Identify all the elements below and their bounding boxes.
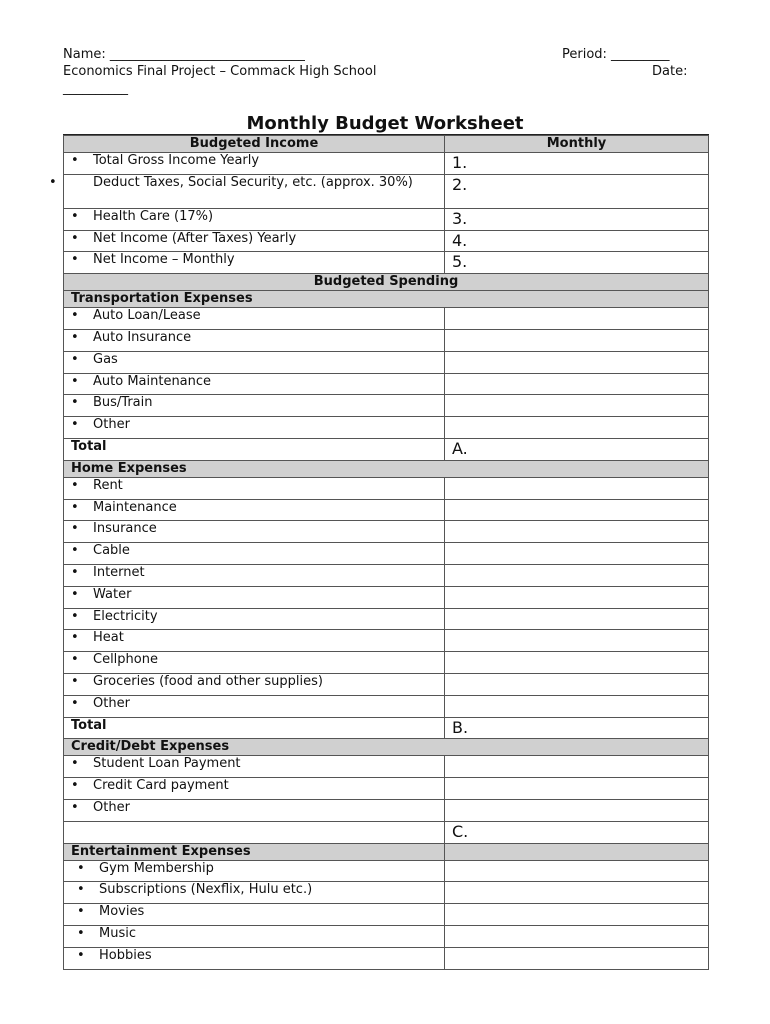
income-row: [64, 153, 709, 175]
bullet-icon: •: [71, 756, 79, 772]
income-value-cell[interactable]: 4.: [445, 230, 709, 252]
item-label-cell: [64, 756, 445, 778]
income-label: Deduct Taxes, Social Security, etc. (approx. 30%): [93, 174, 413, 190]
item-label-cell: [64, 329, 445, 351]
item-label: Auto Insurance: [93, 329, 192, 345]
income-label-cell: [49, 174, 445, 208]
income-value-cell[interactable]: 2.: [445, 174, 709, 208]
credit-total-cell[interactable]: C.: [445, 821, 709, 843]
income-value-cell[interactable]: 5.: [445, 252, 709, 274]
item-label: Bus/Train: [93, 395, 153, 411]
total-label: Total: [64, 717, 445, 739]
amount-cell[interactable]: [445, 799, 709, 821]
item-label: Gas: [93, 351, 118, 367]
income-value-cell[interactable]: 1.: [445, 153, 709, 175]
item-label: Credit Card payment: [93, 778, 229, 794]
item-label-cell: [64, 652, 445, 674]
income-header: Budgeted Income: [64, 136, 445, 153]
credit-item: [64, 778, 709, 800]
income-value-cell[interactable]: 3.: [445, 208, 709, 230]
entertainment-item: [64, 904, 709, 926]
bullet-icon: •: [71, 395, 79, 411]
bullet-icon: •: [71, 564, 79, 580]
item-label: Other: [93, 417, 130, 433]
item-label-cell: [64, 395, 445, 417]
amount-cell[interactable]: [445, 373, 709, 395]
monthly-header: Monthly: [445, 136, 709, 153]
period-field-label: Period: _________: [562, 47, 670, 62]
home-item: [64, 673, 709, 695]
item-label-cell: [64, 799, 445, 821]
home-item: [64, 543, 709, 565]
entertainment-item: [64, 860, 709, 882]
bullet-icon: •: [49, 174, 57, 190]
income-label-cell: [64, 208, 445, 230]
bullet-icon: •: [71, 252, 79, 268]
item-label-cell: [64, 778, 445, 800]
item-label: Subscriptions (Nexflix, Hulu etc.): [99, 882, 313, 898]
transport-item: [64, 329, 709, 351]
budget-table: [49, 135, 709, 970]
income-label-wrap: [49, 174, 444, 191]
spending-header: Budgeted Spending: [64, 274, 709, 291]
item-label-cell: [64, 925, 445, 947]
bullet-icon: •: [71, 417, 79, 433]
credit-header-row: [64, 739, 709, 756]
transport-total-cell[interactable]: A.: [445, 438, 709, 460]
item-label: Hobbies: [99, 947, 152, 963]
date-blank: __________: [63, 81, 128, 96]
amount-cell[interactable]: [445, 395, 709, 417]
entertainment-header: Entertainment Expenses: [64, 843, 445, 860]
page-title: Monthly Budget Worksheet: [246, 113, 524, 134]
item-label-cell: [64, 564, 445, 586]
bullet-icon: •: [71, 477, 79, 493]
entertainment-item: [64, 947, 709, 969]
transport-total-row: [64, 438, 709, 460]
home-item: [64, 652, 709, 674]
home-item: [64, 499, 709, 521]
transport-header: Transportation Expenses: [64, 291, 709, 308]
amount-cell[interactable]: [445, 499, 709, 521]
item-label: Rent: [93, 477, 123, 493]
bullet-icon: •: [71, 373, 79, 389]
entertainment-item: [64, 882, 709, 904]
item-label-cell: [64, 308, 445, 330]
item-label-cell: [64, 947, 445, 969]
credit-item: [64, 756, 709, 778]
income-label: Health Care (17%): [93, 208, 214, 224]
home-total-cell[interactable]: B.: [445, 717, 709, 739]
home-item: [64, 521, 709, 543]
home-header: Home Expenses: [64, 460, 709, 477]
entertainment-header-blank: [445, 843, 709, 860]
bullet-icon: •: [71, 230, 79, 246]
amount-cell[interactable]: [445, 947, 709, 969]
amount-cell[interactable]: [445, 543, 709, 565]
item-label-cell: [64, 586, 445, 608]
credit-header: Credit/Debt Expenses: [64, 739, 709, 756]
bullet-icon: •: [77, 860, 85, 876]
bullet-icon: •: [71, 308, 79, 324]
income-label-cell: [64, 153, 445, 175]
amount-cell[interactable]: [445, 586, 709, 608]
transport-item: [64, 308, 709, 330]
item-label: Other: [93, 695, 130, 711]
item-label: Movies: [99, 904, 145, 920]
item-label-cell: [64, 695, 445, 717]
item-label: Water: [93, 586, 132, 602]
bullet-icon: •: [71, 499, 79, 515]
item-label: Music: [99, 925, 136, 941]
credit-item: [64, 799, 709, 821]
amount-cell[interactable]: [445, 882, 709, 904]
item-label-cell: [64, 882, 445, 904]
item-label-cell: [64, 351, 445, 373]
item-label-cell: [64, 477, 445, 499]
amount-cell[interactable]: [445, 521, 709, 543]
amount-cell[interactable]: [445, 308, 709, 330]
income-row: [64, 208, 709, 230]
transport-item: [64, 395, 709, 417]
bullet-icon: •: [77, 904, 85, 920]
bullet-icon: •: [71, 586, 79, 602]
amount-cell[interactable]: [445, 652, 709, 674]
amount-cell[interactable]: [445, 329, 709, 351]
income-header-row: [64, 136, 709, 153]
bullet-icon: •: [77, 947, 85, 963]
item-label-cell: [64, 499, 445, 521]
home-total-row: [64, 717, 709, 739]
item-label: Cellphone: [93, 652, 158, 668]
date-field-label: Date:: [652, 64, 688, 79]
bullet-icon: •: [71, 608, 79, 624]
spending-header-row: [64, 274, 709, 291]
amount-cell[interactable]: [445, 477, 709, 499]
item-label: Internet: [93, 564, 145, 580]
project-line: Economics Final Project – Commack High School: [63, 64, 377, 79]
entertainment-item: [64, 925, 709, 947]
income-label: Net Income (After Taxes) Yearly: [93, 230, 297, 246]
income-label-cell: [64, 230, 445, 252]
bullet-icon: •: [71, 630, 79, 646]
amount-cell[interactable]: [445, 608, 709, 630]
amount-cell[interactable]: [445, 673, 709, 695]
amount-cell[interactable]: [445, 904, 709, 926]
home-item: [64, 477, 709, 499]
item-label-cell: [64, 543, 445, 565]
bullet-icon: •: [71, 695, 79, 711]
bullet-icon: •: [71, 778, 79, 794]
total-label: Total: [64, 438, 445, 460]
transport-item: [64, 417, 709, 439]
amount-cell[interactable]: [445, 860, 709, 882]
item-label: Groceries (food and other supplies): [93, 673, 323, 689]
total-label-blank: [64, 821, 445, 843]
credit-total-row: [64, 821, 709, 843]
bullet-icon: •: [71, 543, 79, 559]
bullet-icon: •: [71, 153, 79, 168]
transport-item: [64, 351, 709, 373]
item-label-cell: [64, 673, 445, 695]
item-label: Heat: [93, 630, 124, 646]
item-label-cell: [64, 373, 445, 395]
item-label-cell: [64, 608, 445, 630]
bullet-icon: •: [77, 882, 85, 898]
income-label: Net Income – Monthly: [93, 252, 235, 268]
item-label-cell: [64, 860, 445, 882]
income-label: Total Gross Income Yearly: [93, 153, 260, 168]
item-label-cell: [64, 417, 445, 439]
amount-cell[interactable]: [445, 756, 709, 778]
amount-cell[interactable]: [445, 630, 709, 652]
home-item: [64, 608, 709, 630]
amount-cell[interactable]: [445, 417, 709, 439]
transport-header-row: [64, 291, 709, 308]
item-label: Cable: [93, 543, 130, 559]
amount-cell[interactable]: [445, 695, 709, 717]
amount-cell[interactable]: [445, 564, 709, 586]
income-row: [64, 230, 709, 252]
income-label-cell: [64, 252, 445, 274]
amount-cell[interactable]: [445, 351, 709, 373]
income-row: [64, 252, 709, 274]
income-row: [64, 174, 709, 208]
home-header-row: [64, 460, 709, 477]
bullet-icon: •: [71, 521, 79, 537]
home-item: [64, 564, 709, 586]
item-label: Student Loan Payment: [93, 756, 241, 772]
item-label: Maintenance: [93, 499, 177, 515]
bullet-icon: •: [71, 208, 79, 224]
item-label: Other: [93, 799, 130, 815]
item-label-cell: [64, 630, 445, 652]
amount-cell[interactable]: [445, 925, 709, 947]
item-label: Electricity: [93, 608, 158, 624]
item-label: Gym Membership: [99, 860, 214, 876]
item-label: Insurance: [93, 521, 157, 537]
entertainment-header-row: [64, 843, 709, 860]
item-label: Auto Loan/Lease: [93, 308, 201, 324]
item-label-cell: [64, 521, 445, 543]
item-label-cell: [64, 904, 445, 926]
transport-item: [64, 373, 709, 395]
item-label: Auto Maintenance: [93, 373, 212, 389]
bullet-icon: •: [71, 351, 79, 367]
name-field-label: Name: ______________________________: [63, 47, 305, 62]
bullet-icon: •: [77, 925, 85, 941]
amount-cell[interactable]: [445, 778, 709, 800]
home-item: [64, 695, 709, 717]
bullet-icon: •: [71, 652, 79, 668]
bullet-icon: •: [71, 329, 79, 345]
home-item: [64, 586, 709, 608]
bullet-icon: •: [71, 799, 79, 815]
home-item: [64, 630, 709, 652]
bullet-icon: •: [71, 673, 79, 689]
